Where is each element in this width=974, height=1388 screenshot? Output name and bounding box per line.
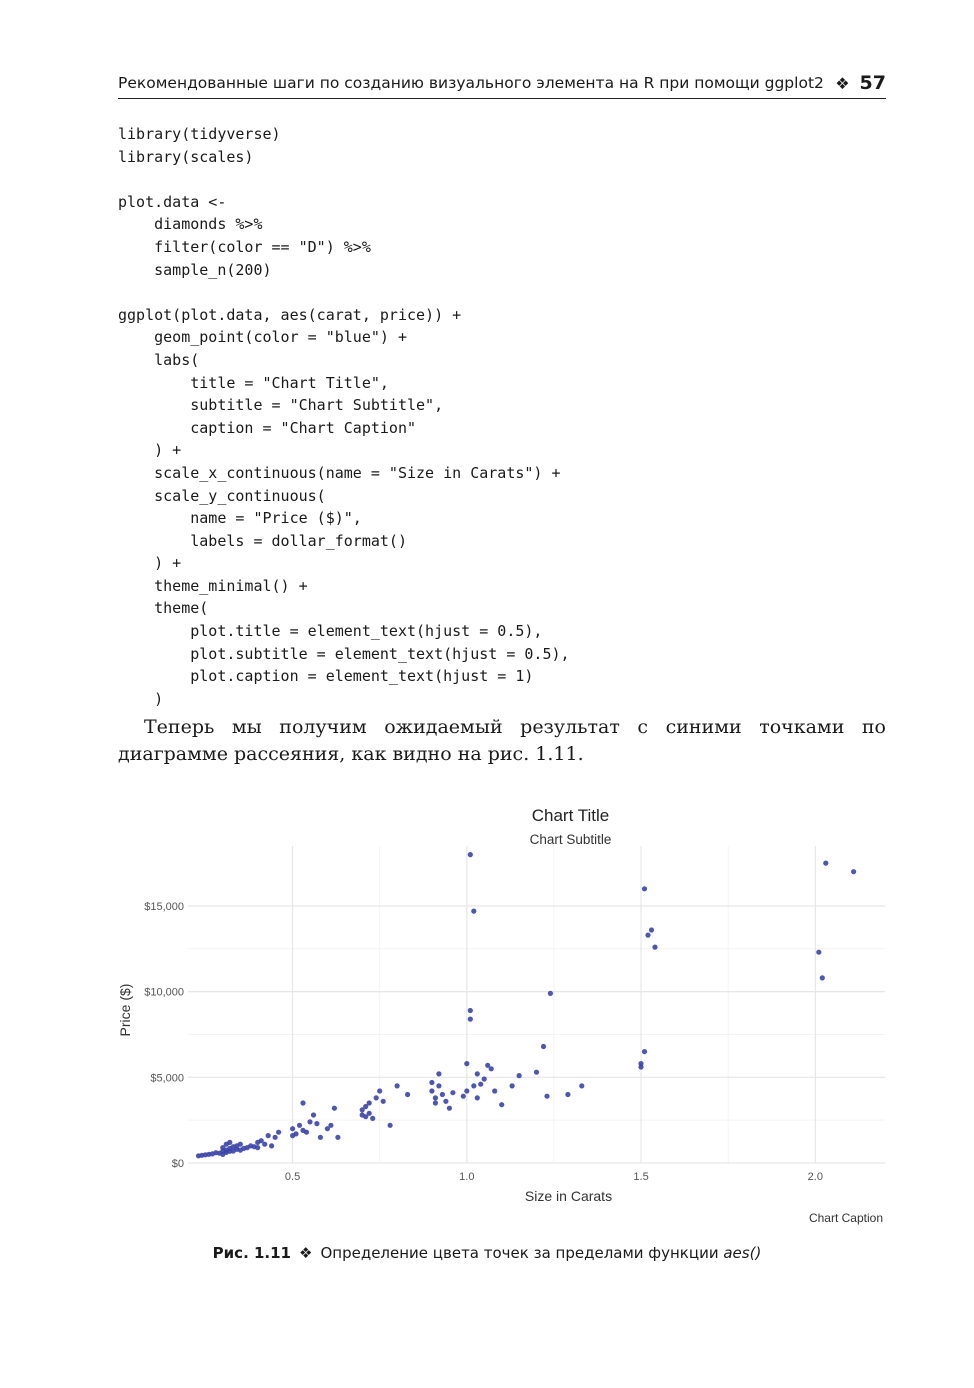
diamond-ornament-icon: ❖: [835, 74, 850, 93]
data-point: [510, 1083, 515, 1088]
code-line: diamonds %>%: [118, 215, 263, 234]
data-point: [579, 1083, 584, 1088]
data-point: [652, 945, 657, 950]
data-point: [269, 1143, 274, 1148]
data-point: [307, 1119, 312, 1124]
code-line: theme(: [118, 599, 209, 618]
data-point: [381, 1099, 386, 1104]
data-point: [499, 1102, 504, 1107]
data-point: [823, 861, 828, 866]
data-point: [276, 1130, 281, 1135]
code-line: plot.data <-: [118, 192, 227, 211]
data-point: [436, 1083, 441, 1088]
body-paragraph: Теперь мы получим ожидаемый результат с синими точками по диаграмме рассеяния, как видно на рис. 1.11.: [118, 716, 886, 765]
data-point: [367, 1111, 372, 1116]
code-listing: [118, 123, 570, 710]
page-number: 57: [859, 72, 886, 94]
code-line: geom_point(color = "blue") +: [118, 328, 407, 347]
figure-label: Рис. 1.11: [212, 1244, 291, 1262]
data-point: [318, 1135, 323, 1140]
data-point: [565, 1092, 570, 1097]
data-point: [638, 1061, 643, 1066]
data-point: [482, 1076, 487, 1081]
x-tick-label: 0.5: [284, 1171, 301, 1183]
data-point: [492, 1088, 497, 1093]
data-point: [468, 852, 473, 857]
data-point: [367, 1100, 372, 1105]
data-point: [395, 1083, 400, 1088]
data-point: [297, 1123, 302, 1128]
data-point: [374, 1095, 379, 1100]
data-point: [377, 1088, 382, 1093]
y-tick-label: $5,000: [150, 1072, 184, 1085]
data-point: [464, 1061, 469, 1066]
figure-caption-func: aes(): [723, 1244, 762, 1262]
data-point: [314, 1121, 319, 1126]
code-line: scale_y_continuous(: [118, 486, 326, 505]
data-point: [238, 1142, 243, 1147]
code-line: library(tidyverse): [118, 125, 281, 143]
data-point: [429, 1080, 434, 1085]
data-point: [443, 1099, 448, 1104]
data-point: [293, 1131, 298, 1136]
data-point: [429, 1088, 434, 1093]
scatter-chart: [110, 796, 890, 1236]
data-point: [471, 1083, 476, 1088]
data-point: [227, 1140, 232, 1145]
data-point: [436, 1071, 441, 1076]
data-point: [262, 1142, 267, 1147]
x-axis-label: Size in Carats: [524, 1188, 613, 1204]
data-point: [548, 991, 553, 996]
data-point: [335, 1135, 340, 1140]
data-point: [478, 1082, 483, 1087]
y-tick-label: $15,000: [144, 900, 184, 913]
code-line: sample_n(200): [118, 260, 272, 279]
data-point: [440, 1092, 445, 1097]
data-point: [388, 1123, 393, 1128]
data-point: [304, 1130, 309, 1135]
x-tick-label: 1.5: [633, 1171, 649, 1183]
data-point: [475, 1071, 480, 1076]
data-point: [461, 1094, 466, 1099]
data-point: [820, 975, 825, 980]
code-line: labels = dollar_format(): [118, 531, 407, 550]
data-point: [450, 1090, 455, 1095]
code-line: filter(color == "D") %>%: [118, 237, 371, 256]
data-point: [328, 1123, 333, 1128]
data-point: [534, 1070, 539, 1075]
code-line: caption = "Chart Caption": [118, 418, 417, 437]
data-point: [273, 1135, 278, 1140]
data-point: [290, 1126, 295, 1131]
data-point: [489, 1066, 494, 1071]
y-axis-label: Price ($): [117, 983, 133, 1037]
diamond-ornament-icon: ❖: [299, 1244, 313, 1262]
data-point: [642, 886, 647, 891]
data-point: [447, 1106, 452, 1111]
data-point: [471, 909, 476, 914]
x-tick-label: 2.0: [807, 1171, 823, 1183]
code-line: ) +: [118, 554, 182, 573]
data-point: [255, 1145, 260, 1150]
code-line: theme_minimal() +: [118, 576, 308, 595]
data-point: [464, 1088, 469, 1093]
data-point: [311, 1112, 316, 1117]
x-tick-label: 1.0: [459, 1171, 475, 1183]
code-line: subtitle = "Chart Subtitle",: [118, 396, 444, 415]
data-point: [433, 1095, 438, 1100]
chart-subtitle: Chart Subtitle: [529, 832, 612, 847]
data-point: [405, 1092, 410, 1097]
code-line: title = "Chart Title",: [118, 373, 389, 392]
figure-1-11: [110, 796, 890, 1236]
data-point: [475, 1095, 480, 1100]
data-point: [642, 1049, 647, 1054]
running-head-right: [835, 72, 886, 94]
data-point: [517, 1073, 522, 1078]
code-line: ggplot(plot.data, aes(carat, price)) +: [118, 305, 462, 324]
code-line: ): [118, 689, 164, 708]
data-point: [649, 927, 654, 932]
data-point: [433, 1100, 438, 1105]
running-head: [118, 70, 886, 99]
data-point: [370, 1116, 375, 1121]
code-line: plot.title = element_text(hjust = 0.5),: [118, 622, 543, 641]
data-point: [816, 950, 821, 955]
y-tick-label: $10,000: [144, 986, 184, 999]
data-point: [332, 1106, 337, 1111]
code-line: plot.caption = element_text(hjust = 1): [118, 667, 534, 686]
data-point: [544, 1094, 549, 1099]
chart-caption: Chart Caption: [808, 1211, 883, 1225]
chart-title: Chart Title: [531, 806, 610, 825]
data-point: [468, 1008, 473, 1013]
data-point: [468, 1017, 473, 1022]
code-line: ) +: [118, 441, 182, 460]
running-title: Рекомендованные шаги по созданию визуального элемента на R при помощи ggplot2: [118, 74, 824, 92]
code-line: library(scales): [118, 147, 254, 166]
data-point: [541, 1044, 546, 1049]
code-line: plot.subtitle = element_text(hjust = 0.5),: [118, 644, 570, 663]
data-point: [851, 869, 856, 874]
code-line: scale_x_continuous(name = "Size in Carats") +: [118, 463, 561, 482]
figure-caption: [0, 1244, 974, 1262]
data-point: [300, 1100, 305, 1105]
code-line: labs(: [118, 350, 200, 369]
y-tick-label: $0: [171, 1158, 184, 1170]
figure-caption-text: Определение цвета точек за пределами функции: [320, 1244, 719, 1262]
code-line: name = "Price ($)",: [118, 509, 362, 528]
data-point: [266, 1133, 271, 1138]
data-point: [645, 933, 650, 938]
